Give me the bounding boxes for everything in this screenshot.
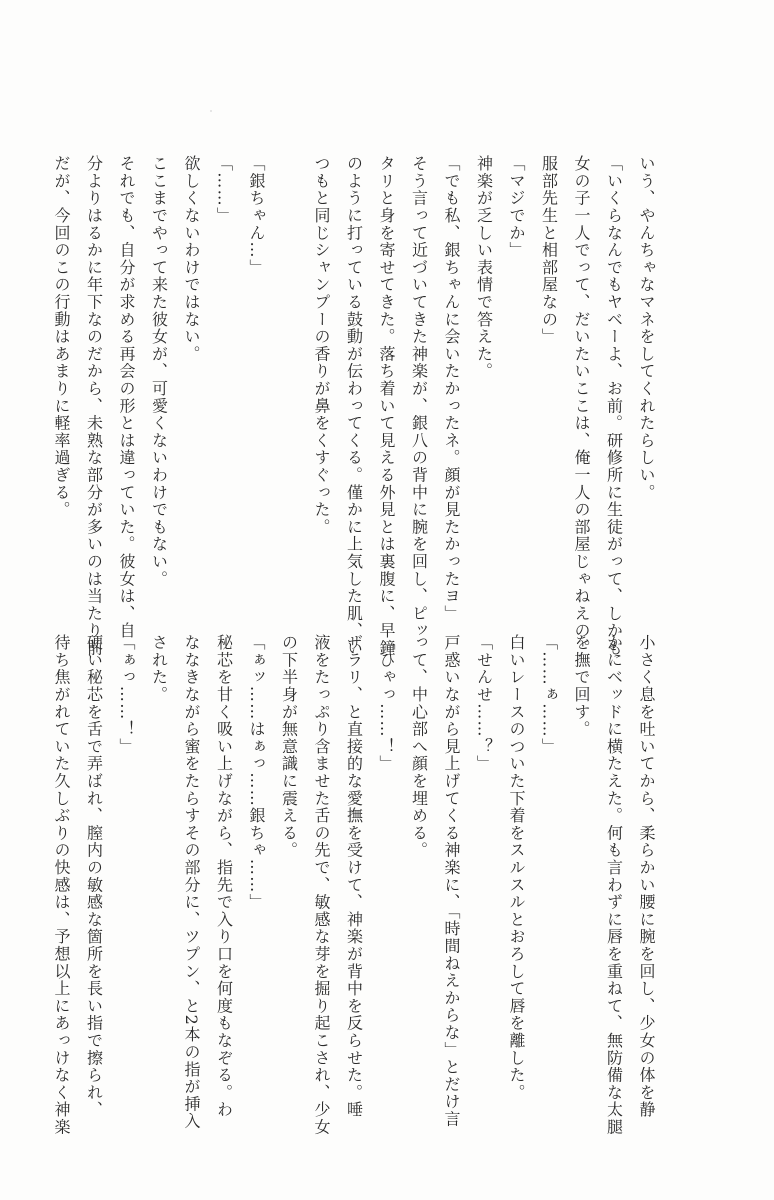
text-line: 「せんせ……？」	[474, 634, 494, 773]
text-line: 白いレースのついた下着をスルスルとおろして唇を離した。	[507, 634, 526, 1102]
text-line: 服部先生と相部屋なの」	[539, 155, 559, 346]
text-line: かにベッドに横たえた。何も言わずに唇を重ねて、無防備な太腿	[604, 634, 624, 1136]
text-line: そう言って近づいてきた神楽が、銀八の背中に腕を回し、ピッ	[409, 155, 429, 640]
text-line: 「ぁっ……！」	[117, 634, 136, 756]
text-line	[272, 155, 305, 625]
text-line: 小さく息を吐いてから、柔らかい腰に腕を回し、少女の体を静	[637, 634, 656, 1119]
upper-text-block	[45, 155, 663, 657]
text-line: 「ぁッ……はぁっ……銀ちゃ……」	[247, 634, 266, 911]
text-line: ななきながら蜜をたらすその部分に、ツプン、と2本の指が挿入	[182, 634, 201, 1130]
text-line: って、中心部へ顔を埋める。	[409, 634, 429, 859]
text-line: 欲しくないわけではない。	[182, 155, 201, 363]
text-line: 「マジでか」	[507, 155, 526, 259]
text-line: 戸惑いながら見上げてくる神楽に、「時間ねえからな」とだけ言	[442, 634, 461, 1128]
text-line: いう、やんちゃなマネをしてくれたらしい。	[637, 155, 656, 501]
text-line: つもと同じシャンプーの香りが鼻をくすぐった。	[312, 155, 331, 536]
text-line: 女の子一人でって、だいたいここは、俺一人の部屋じゃねえの。	[572, 155, 591, 657]
text-line: 神楽が乏しい表情で答えた。	[474, 155, 494, 380]
text-line: 「でも私、銀ちゃんに会いたかったネ。顔が見たかったヨ」	[442, 155, 461, 623]
text-line: だが、今回のこの行動はあまりに軽率過ぎる。	[52, 155, 71, 519]
text-line: 「ひゃっ……！」	[377, 634, 396, 773]
lower-text-block	[45, 634, 663, 1136]
text-line: のように打っている鼓動が伝わってくる。僅かに上気した肌、い	[344, 155, 364, 657]
text-line: 「……ぁ……」	[539, 634, 559, 756]
text-line: 「……」	[214, 155, 234, 225]
page-speck	[210, 110, 212, 112]
text-line: タリと身を寄せてきた。落ち着いて見える外見とは裏腹に、早鐘	[377, 155, 396, 657]
text-line: 「銀ちゃん…」	[247, 155, 266, 277]
text-line: 待ち焦がれていた久しぶりの快感は、予想以上にあっけなく神楽	[52, 634, 71, 1136]
text-line: を撫で回す。	[572, 634, 591, 738]
text-line: それでも、自分が求める再会の形とは違っていた。彼女は、自	[117, 155, 136, 640]
text-line: された。	[149, 634, 169, 704]
text-line: 「いくらなんでもヤベーよ、お前。研修所に生徒がって、しかも	[604, 155, 624, 657]
text-line: 分よりはるかに年下なのだから、未熟な部分が多いのは当たり前	[84, 155, 104, 657]
text-line: の下半身が無意識に震える。	[279, 634, 299, 859]
text-line: ここまでやって来た彼女が、可愛くないわけでもない。	[149, 155, 169, 588]
text-line: 液をたっぷり含ませた舌の先で、敏感な芽を掘り起こされ、少女	[312, 634, 331, 1136]
text-line: 秘芯を甘く吸い上げながら、指先で入り口を何度もなぞる。わ	[214, 634, 234, 1119]
text-line: ザラリ、と直接的な愛撫を受けて、神楽が背中を反らせた。唾	[344, 634, 364, 1119]
text-line: 硬い秘芯を舌で弄ばれ、膣内の敏感な箇所を長い指で擦られ、	[84, 634, 104, 1119]
